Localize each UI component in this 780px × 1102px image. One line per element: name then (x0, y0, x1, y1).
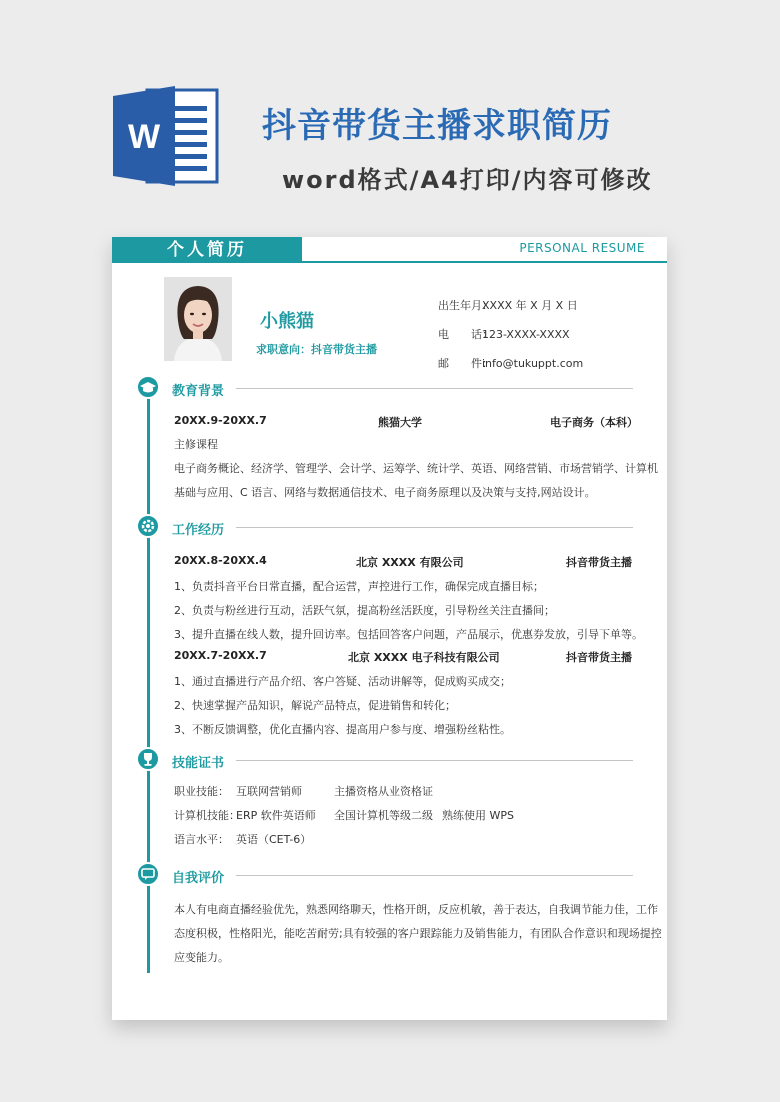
birth-info (438, 297, 578, 313)
skill-item: ERP 软件英语师 (236, 809, 316, 822)
job-duty: 1、负责抖音平台日常直播，配合运营，声控进行工作，确保完成直播目标； (174, 580, 544, 593)
job-duty: 2、快速掌握产品知识，解说产品特点，促进销售和转化； (174, 699, 456, 712)
trophy-icon (136, 747, 160, 771)
job-duty: 2、负责与粉丝进行互动，活跃气氛，提高粉丝活跃度，引导粉丝关注直播间； (174, 604, 555, 617)
self-eval-line: 本人有电商直播经验优先，熟悉网络聊天，性格开朗，反应机敏，善于表达，自我调节能力佳，工作 (174, 903, 658, 916)
job-position: 抖音带货主播 (566, 651, 632, 664)
skill-item: 熟练使用 WPS (442, 809, 514, 822)
job-period: 20XX.8-20XX.4 (174, 554, 267, 567)
job-period: 20XX.7-20XX.7 (174, 649, 267, 662)
phone-info (438, 326, 570, 342)
skill-item: 英语（CET-6） (236, 833, 312, 846)
email-info (438, 355, 583, 371)
skill-item: 全国计算机等级二级 (334, 809, 433, 822)
word-logo-icon (113, 82, 221, 190)
job-company: 北京 XXXX 电子科技有限公司 (348, 651, 500, 664)
birth-label: 出生年月： (438, 299, 493, 312)
section-title-skills: 技能证书 (172, 756, 225, 771)
job-duty: 3、不断反馈调整，优化直播内容、提高用户参与度、增强粉丝粘性。 (174, 723, 511, 736)
edu-school: 熊猫大学 (378, 416, 422, 429)
header-rule (302, 261, 667, 263)
edu-courses-label: 主修课程 (174, 438, 218, 451)
edu-courses-line: 电子商务概论、经济学、管理学、会计学、运筹学、统计学、英语、网络营销、市场营销学、计算机 (174, 462, 658, 475)
birth-value: XXXX 年 X 月 X 日 (482, 299, 578, 312)
edu-period: 20XX.9-20XX.7 (174, 414, 267, 427)
job-company: 北京 XXXX 有限公司 (356, 556, 464, 569)
skill-item: 主播资格从业资格证 (334, 785, 433, 798)
email-value: info@tukuppt.com (482, 357, 584, 370)
skill-label: 职业技能： (174, 785, 229, 798)
skill-item: 互联网营销师 (236, 785, 302, 798)
graduation-cap-icon (136, 375, 160, 399)
email-label: 邮 件： (438, 357, 493, 370)
section-rule (236, 760, 633, 761)
gear-icon (136, 514, 160, 538)
job-position: 抖音带货主播 (566, 556, 632, 569)
job-intent: 求职意向：抖音带货主播 (256, 343, 377, 356)
edu-major: 电子商务（本科） (550, 416, 638, 429)
job-duty: 1、通过直播进行产品介绍、客户答疑、活动讲解等，促成购买成交； (174, 675, 511, 688)
resume-tag-english: PERSONAL RESUME (519, 241, 645, 255)
banner-subtitle: word格式/A4打印/内容可修改 (282, 166, 653, 194)
candidate-name: 小熊猫 (260, 311, 314, 332)
section-title-education: 教育背景 (172, 384, 225, 399)
section-title-self-eval: 自我评价 (172, 871, 225, 886)
edu-courses-line: 基础与应用、C 语言、网络与数据通信技术、电子商务原理以及决策与支持,网站设计。 (174, 486, 596, 499)
phone-value: 123-XXXX-XXXX (482, 328, 570, 341)
section-rule (236, 527, 633, 528)
skill-label: 语言水平： (174, 833, 229, 846)
section-rule (236, 388, 633, 389)
word-logo-letter: W (127, 118, 161, 156)
phone-label: 电 话： (438, 328, 493, 341)
section-title-work: 工作经历 (172, 523, 225, 538)
section-rule (236, 875, 633, 876)
job-duty: 3、提升直播在线人数，提升回访率。包括回答客户问题，产品展示，优惠券发放，引导下单等。 (174, 628, 643, 641)
banner-title: 抖音带货主播求职简历 (262, 106, 612, 146)
resume-tag: 个人简历 (112, 237, 302, 263)
chat-icon (136, 862, 160, 886)
profile-photo (164, 277, 232, 361)
resume-page (112, 237, 667, 1020)
self-eval-line: 态度积极，性格阳光，能吃苦耐劳;具有较强的客户跟踪能力及销售能力，有团队合作意识和现场提控 (174, 927, 662, 940)
skill-label: 计算机技能： (174, 809, 240, 822)
self-eval-line: 应变能力。 (174, 951, 229, 964)
